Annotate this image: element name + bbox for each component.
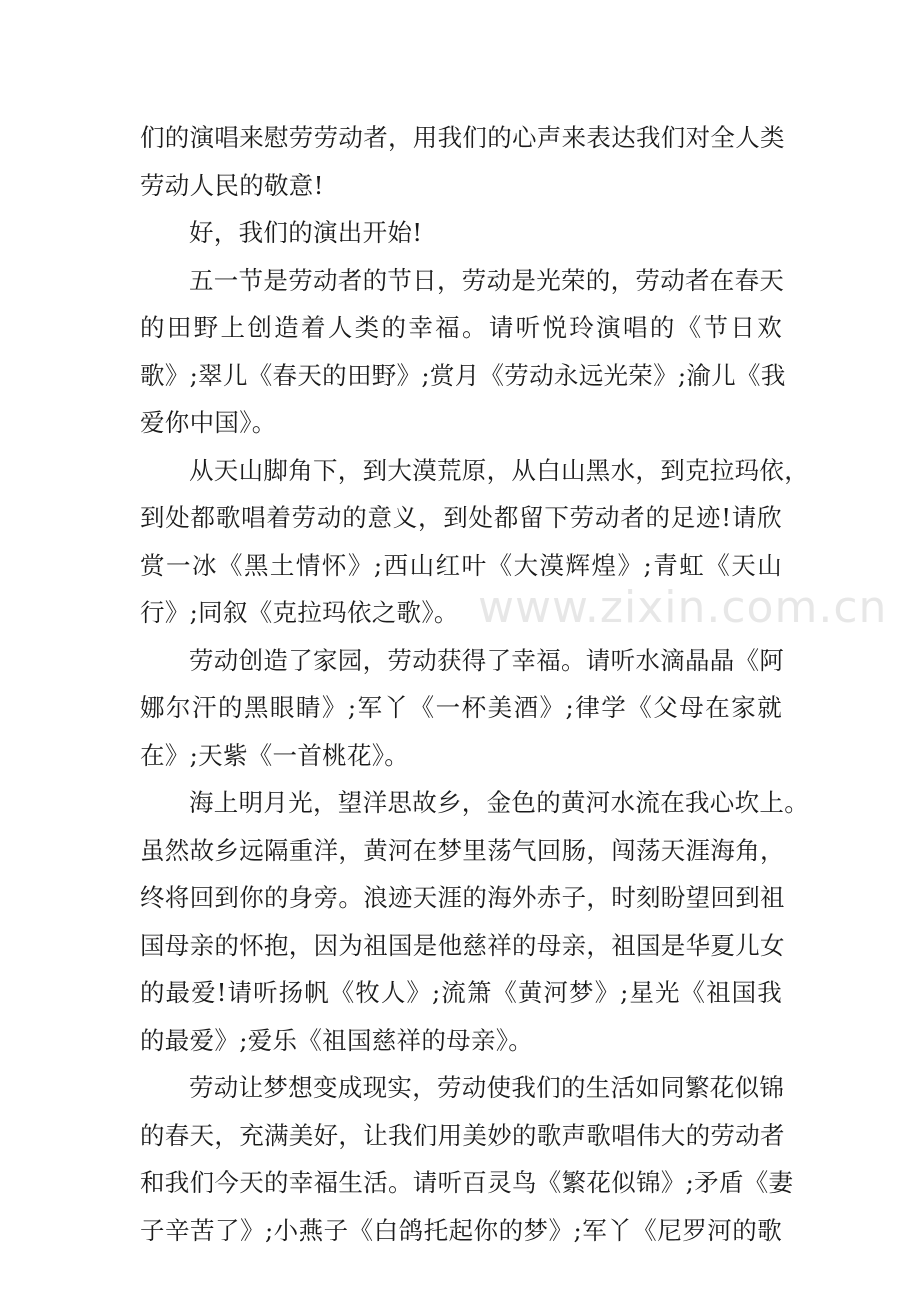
text-line: 的田野上创造着人类的幸福。请听悦玲演唱的《节日欢 [140,313,782,342]
text-line: 的最爱》;爱乐《祖国慈祥的母亲》。 [140,1025,534,1055]
watermark: www.zixin.com.cn [478,582,888,633]
text-line: 劳动让梦想变成现实，劳动使我们的生活如同繁花似锦 [189,1073,785,1102]
text-line: 爱你中国》。 [140,408,277,437]
text-line: 劳动创造了家园，劳动获得了幸福。请听水滴晶晶《阿 [189,645,785,675]
text-line: 好，我们的演出开始! [189,218,423,247]
text-line: 们的演唱来慰劳劳动者，用我们的心声来表达我们对全人类 [140,123,785,152]
text-line: 到处都歌唱着劳动的意义，到处都留下劳动者的足迹!请欣 [140,503,782,532]
text-line: 虽然故乡远隔重洋，黄河在梦里荡气回肠，闯荡天涯海角， [140,835,785,865]
text-line: 赏一冰《黑土情怀》;西山红叶《大漠辉煌》;青虹《天山 [140,550,782,580]
text-line: 的最爱!请听扬帆《牧人》;流箫《黄河梦》;星光《祖国我 [140,978,782,1007]
text-line: 国母亲的怀抱，因为祖国是他慈祥的母亲，祖国是华夏儿女 [140,930,785,960]
text-line: 海上明月光，望洋思故乡，金色的黄河水流在我心坎上。 [189,788,809,817]
document-body [140,114,809,1254]
text-line: 的春天，充满美好，让我们用美妙的歌声歌唱伟大的劳动者 [140,1120,785,1150]
text-line: 劳动人民的敬意! [140,170,324,200]
text-line: 子辛苦了》;小燕子《白鸽托起你的梦》;军丫《尼罗河的歌 [140,1215,782,1245]
text-line: 行》;同叙《克拉玛依之歌》。 [140,598,459,627]
text-line: 从天山脚角下，到大漠荒原，从白山黑水，到克拉玛依， [189,455,809,485]
text-line: 歌》;翠儿《春天的田野》;赏月《劳动永远光荣》;渝儿《我 [140,360,786,390]
text-line: 终将回到你的身旁。浪迹天涯的海外赤子，时刻盼望回到祖 [140,883,785,912]
text-line: 五一节是劳动者的节日，劳动是光荣的，劳动者在春天 [189,265,785,295]
text-line: 和我们今天的幸福生活。请听百灵鸟《繁花似锦》;矛盾《妻 [140,1168,794,1197]
text-line: 娜尔汗的黑眼睛》;军丫《一杯美酒》;律学《父母在家就 [140,693,782,722]
text-line: 在》;天紫《一首桃花》。 [140,740,410,770]
